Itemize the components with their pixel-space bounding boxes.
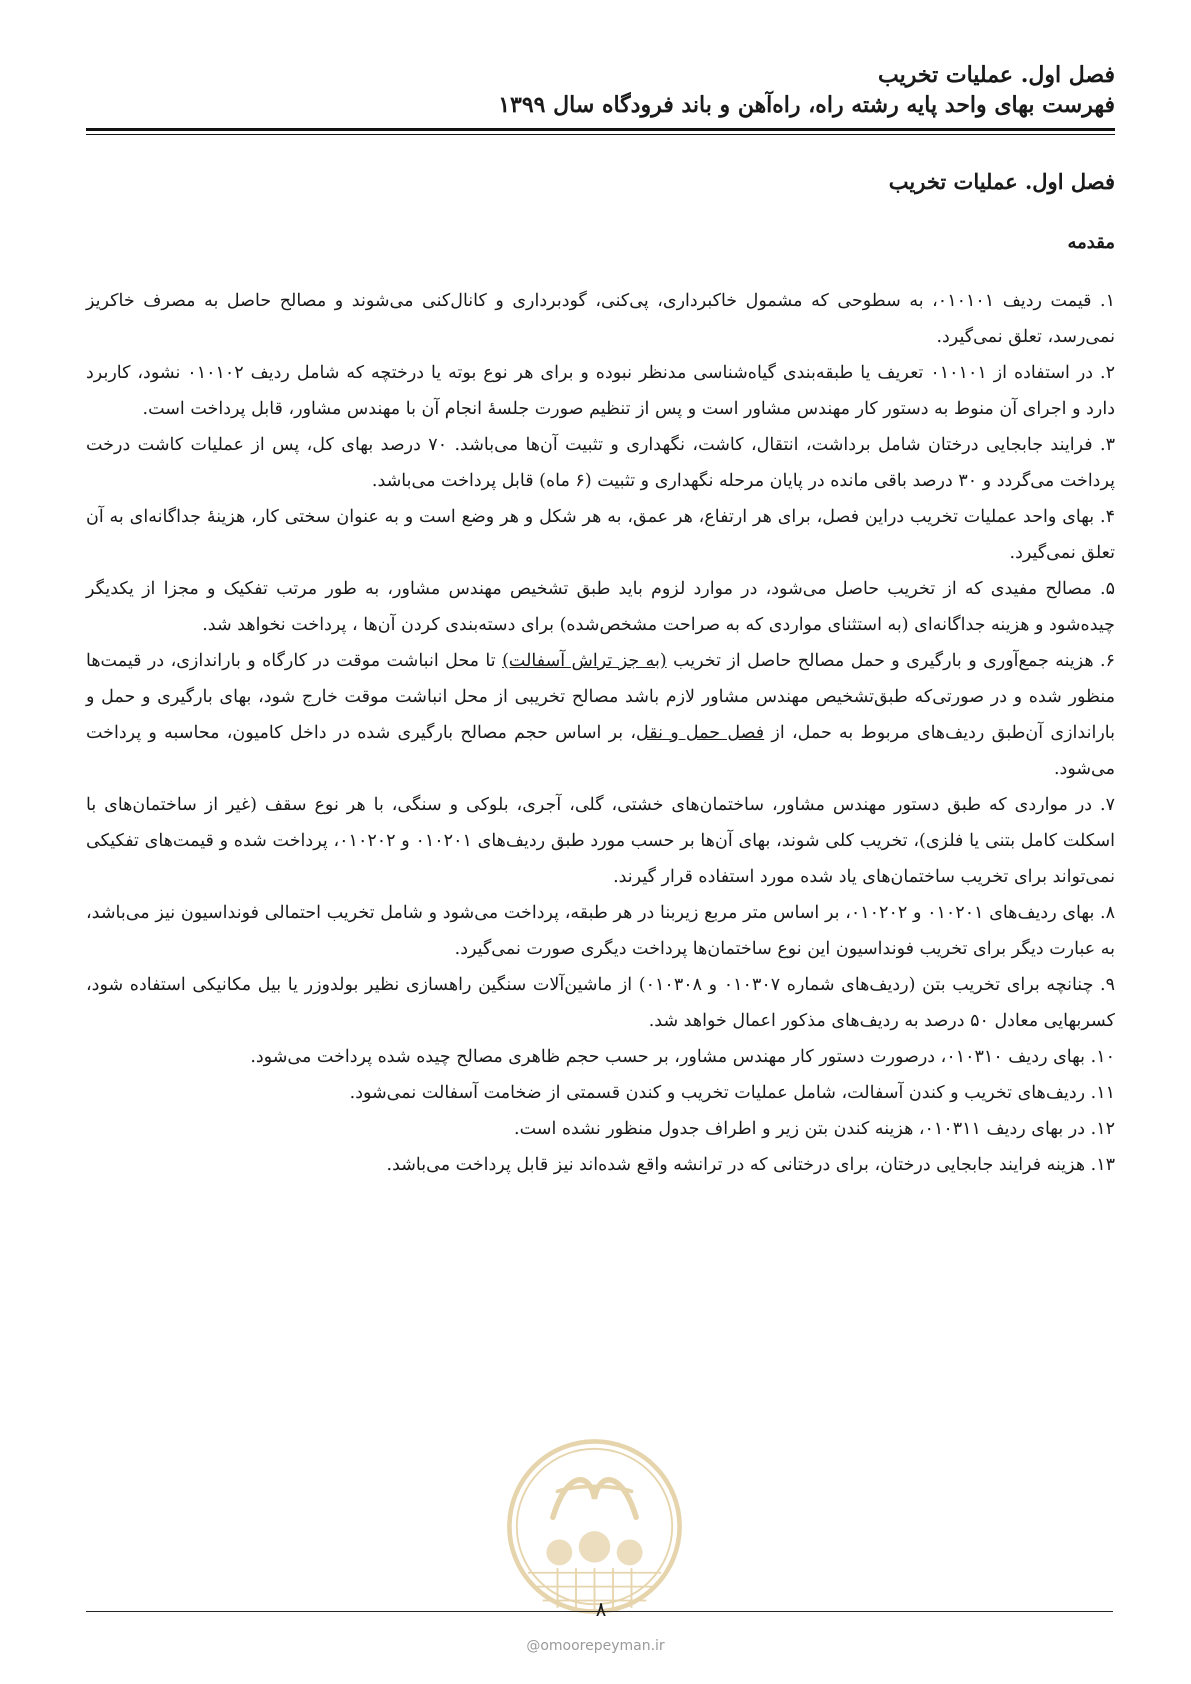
paragraph-7: ۷. در مواردی که طبق دستور مهندس مشاور، ساختمان‌های خشتی، گلی، آجری، بلوکی و سنگی، با هر نوع سقف (غیر از ساختمان‌های با اسکلت کامل بتنی یا فلزی)، تخریب کلی شوند، بهای آن‌ها بر حسب مورد طبق ردیف‌های ۰۱۰۲۰۱ و ۰۱۰۲۰۲، پرداخت شده و قیمت‌های تفکیکی نمی‌تواند برای تخریب ساختمان‌های یاد شده مورد استفاده قرار گیرند.: [86, 795, 1115, 887]
paragraph-13: ۱۳. هزینه فرایند جابجایی درختان، برای درختانی که در ترانشه واقع شده‌اند نیز قابل پرداخت می‌باشد.: [386, 1155, 1115, 1175]
paragraph-11: ۱۱. ردیف‌های تخریب و کندن آسفالت، شامل عملیات تخریب و کندن قسمتی از ضخامت آسفالت نمی‌شود.: [349, 1083, 1115, 1103]
page-header: [86, 60, 1115, 120]
paragraph-6-text-c: ، بر اساس حجم مصالح بارگیری شده در داخل کامیون، محاسبه و پرداخت می‌شود.: [86, 723, 1115, 779]
paragraph-4: ۴. بهای واحد عملیات تخریب دراین فصل، برای هر ارتفاع، هر عمق، به هر شکل و هر وضع است و به عنوان سختی کار، هزینهٔ جداگانه‌ای به آن تعلق نمی‌گیرد.: [86, 507, 1115, 563]
paragraph-6-text-b: تا محل انباشت موقت در کارگاه و باراندازی، در قیمت‌ها منظور شده و در صورتی‌که طبق‌تشخیص مهندس مشاور لازم باشد مصالح تخریبی از محل انباشت موقت خارج شود، بهای بارگیری و حمل و باراندازی آن‌طبق ردیف‌های مربوط به حمل، از: [86, 651, 1115, 743]
paragraph-8: ۸. بهای ردیف‌های ۰۱۰۲۰۱ و ۰۱۰۲۰۲، بر اساس متر مربع زیربنا در هر طبقه، پرداخت می‌شود و شامل تخریب احتمالی فونداسیون نیز می‌باشد، به عبارت دیگر برای تخریب فونداسیون این نوع ساختمان‌ها پرداخت دیگری صورت نمی‌گیرد.: [86, 903, 1115, 959]
paragraph-10: ۱۰. بهای ردیف ۰۱۰۳۱۰، درصورت دستور کار مهندس مشاور، بر حسب حجم ظاهری مصالح چیده شده پرداخت می‌شود.: [250, 1047, 1115, 1067]
paragraph-3: ۳. فرایند جابجایی درختان شامل برداشت، انتقال، کاشت، نگهداری و تثبیت آن‌ها می‌باشد. ۷۰ درصد بهای کل، پس از عملیات کاشت درخت پرداخت می‌گردد و ۳۰ درصد باقی مانده در پایان مرحله نگهداری و تثبیت (۶ ماه) قابل پرداخت می‌باشد.: [86, 435, 1115, 491]
page-number: ۸: [595, 1597, 607, 1621]
paragraph-1: ۱. قیمت ردیف ۰۱۰۱۰۱، به سطوحی که مشمول خاکبرداری، پی‌کنی، گودبرداری و کانال‌کنی می‌شوند و مصالح حاصل به مصرف خاکریز نمی‌رسد، تعلق نمی‌گیرد.: [86, 291, 1115, 347]
paragraph-6-underlined-exception: (به جز تراش آسفالت): [502, 651, 667, 671]
header-rule-thick: [86, 128, 1115, 131]
paragraph-12: ۱۲. در بهای ردیف ۰۱۰۳۱۱، هزینه کندن بتن زیر و اطراف جدول منظور نشده است.: [514, 1119, 1115, 1139]
paragraph-6-text-a: ۶. هزینه جمع‌آوری و بارگیری و حمل مصالح حاصل از تخریب: [666, 651, 1115, 671]
paragraph-9: ۹. چنانچه برای تخریب بتن (ردیف‌های شماره ۰۱۰۳۰۷ و ۰۱۰۳۰۸) از ماشین‌آلات سنگین راهسازی نظیر بولدوزر یا بیل مکانیکی استفاده شود، کسربهایی معادل ۵۰ درصد به ردیف‌های مذکور اعمال خواهد شد.: [86, 975, 1115, 1031]
watermark-logo-icon: [502, 1434, 687, 1619]
paragraph-6: [86, 643, 1115, 787]
header-document-title: فهرست بهای واحد پایه رشته راه، راه‌آهن و باند فرودگاه سال ۱۳۹۹: [498, 92, 1115, 118]
body-text: [86, 283, 1115, 1183]
header-chapter: فصل اول. عملیات تخریب: [878, 62, 1115, 88]
paragraph-6-underlined-reference: فصل حمل و نقل: [636, 723, 765, 743]
paragraph-2: ۲. در استفاده از ۰۱۰۱۰۱ تعریف یا طبقه‌بندی گیاه‌شناسی مدنظر نبوده و برای هر نوع بوته یا درختچه که شامل ردیف ۰۱۰۱۰۲ نشود، کاربرد دارد و اجرای آن منوط به دستور کار مهندس مشاور است و پس از تنظیم صورت جلسهٔ انجام آن با مهندس مشاور، قابل پرداخت است.: [86, 363, 1116, 419]
paragraph-5: ۵. مصالح مفیدی که از تخریب حاصل می‌شود، در موارد لزوم باید طبق تشخیص مهندس مشاور، به طور مرتب تفکیک و مجزا از یکدیگر چیده‌شود و هزینه جداگانه‌ای (به استثنای مواردی که به صراحت مشخص‌شده) برای دسته‌بندی کردن آن‌ها ، پرداخت نخواهد شد.: [86, 579, 1115, 635]
header-rule-thin: [86, 134, 1115, 135]
section-heading: مقدمه: [1067, 232, 1115, 253]
footer-website-watermark: @omoorepeyman.ir: [526, 1638, 665, 1654]
chapter-title: فصل اول. عملیات تخریب: [888, 169, 1115, 194]
